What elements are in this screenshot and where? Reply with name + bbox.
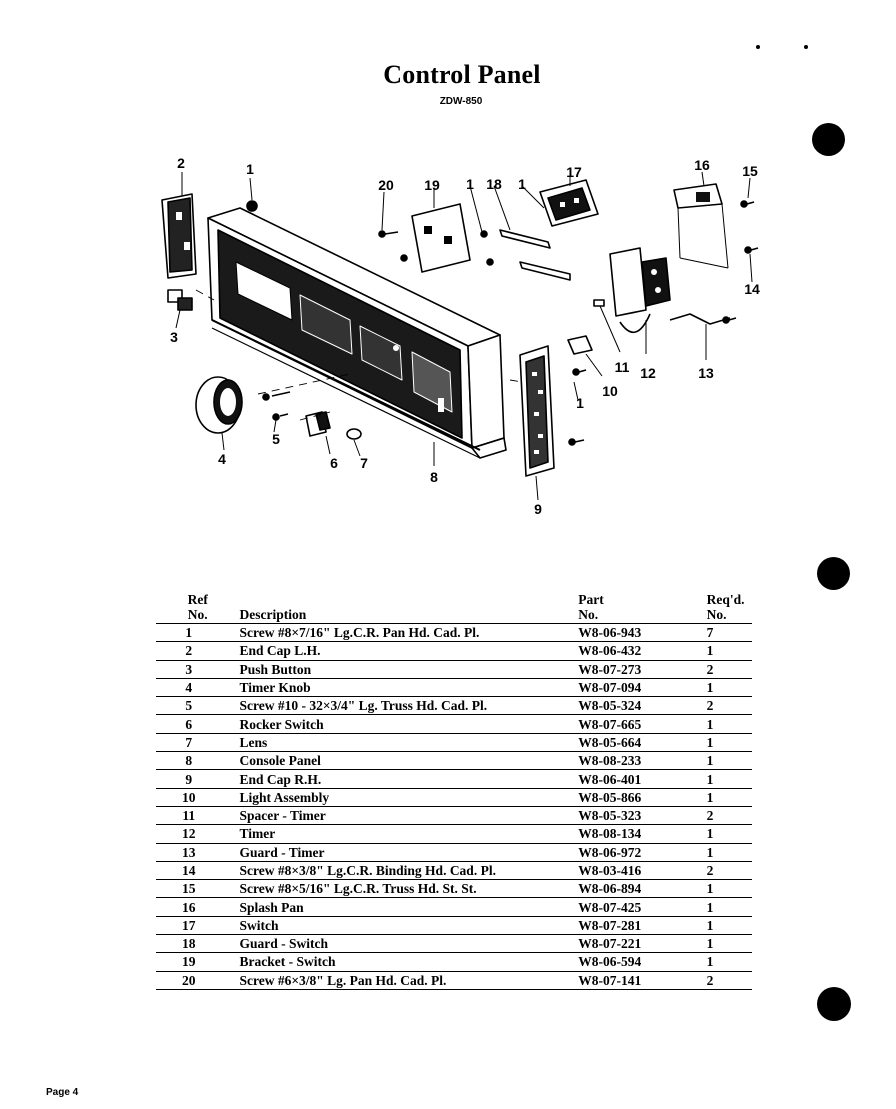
- table-row: [156, 715, 752, 733]
- header-qty: [707, 592, 752, 624]
- description-cell: Splash Pan: [239, 898, 578, 916]
- table-row: [156, 678, 752, 696]
- table-row: [156, 825, 752, 843]
- callout-1b: 1: [576, 395, 584, 411]
- header-part: [578, 592, 706, 624]
- table-row: [156, 660, 752, 678]
- callout-4: 4: [218, 451, 226, 467]
- quantity-cell: 1: [707, 678, 752, 696]
- callout-8: 8: [430, 469, 438, 485]
- ref-cell: 16: [156, 898, 239, 916]
- quantity-cell: 1: [707, 935, 752, 953]
- callout-13: 13: [698, 365, 714, 381]
- quantity-cell: 1: [707, 898, 752, 916]
- quantity-cell: 1: [707, 642, 752, 660]
- ref-cell: 20: [156, 971, 239, 989]
- ref-cell: 10: [156, 788, 239, 806]
- speck-dot: [756, 45, 760, 49]
- part-number-cell: W8-03-416: [578, 861, 706, 879]
- callout-3: 3: [170, 329, 178, 345]
- callout-6: 6: [330, 455, 338, 471]
- ref-cell: 19: [156, 953, 239, 971]
- callout-1c: 1: [518, 176, 526, 192]
- description-cell: Screw #10 - 32×3/4" Lg. Truss Hd. Cad. Pl.: [239, 697, 578, 715]
- speck-dot: [804, 45, 808, 49]
- punch-hole-bottom: [817, 987, 851, 1021]
- part-number-cell: W8-06-894: [578, 880, 706, 898]
- part-number-cell: W8-05-324: [578, 697, 706, 715]
- quantity-cell: 1: [707, 788, 752, 806]
- callout-9: 9: [534, 501, 542, 517]
- quantity-cell: 1: [707, 843, 752, 861]
- switch-bracket-drawing: [401, 204, 470, 272]
- timer-drawing: [610, 248, 670, 332]
- callout-16: 16: [694, 157, 710, 173]
- push-button-drawing: [168, 290, 192, 310]
- description-cell: Screw #8×5/16" Lg.C.R. Truss Hd. St. St.: [239, 880, 578, 898]
- table-row: [156, 788, 752, 806]
- quantity-cell: 1: [707, 770, 752, 788]
- quantity-cell: 1: [707, 715, 752, 733]
- screw-5-drawing: [263, 392, 290, 420]
- table-row: [156, 898, 752, 916]
- description-cell: Lens: [239, 733, 578, 751]
- parts-list-table: [156, 592, 752, 990]
- switch-guard-drawing: [481, 230, 570, 280]
- table-row: [156, 953, 752, 971]
- ref-cell: 2: [156, 642, 239, 660]
- part-number-cell: W8-06-943: [578, 624, 706, 642]
- exploded-parts-diagram: [150, 150, 770, 525]
- description-cell: Light Assembly: [239, 788, 578, 806]
- timer-knob-drawing: [196, 377, 242, 433]
- callout-7: 7: [360, 455, 368, 471]
- part-number-cell: W8-07-141: [578, 971, 706, 989]
- callout-12: 12: [640, 365, 656, 381]
- part-number-cell: W8-06-401: [578, 770, 706, 788]
- table-row: [156, 880, 752, 898]
- header-desc-label: Description: [239, 607, 307, 622]
- callout-2: 2: [177, 155, 185, 171]
- callout-15: 15: [742, 163, 758, 179]
- quantity-cell: 1: [707, 916, 752, 934]
- quantity-cell: 1: [707, 733, 752, 751]
- ref-cell: 6: [156, 715, 239, 733]
- callout-1d: 1: [466, 176, 474, 192]
- page-title: Control Panel: [383, 60, 541, 89]
- part-number-cell: W8-08-233: [578, 752, 706, 770]
- description-cell: Guard - Timer: [239, 843, 578, 861]
- table-row: [156, 642, 752, 660]
- header-part-line2: No.: [578, 607, 599, 622]
- end-cap-rh-drawing: [520, 346, 554, 476]
- quantity-cell: 1: [707, 752, 752, 770]
- quantity-cell: 2: [707, 806, 752, 824]
- description-cell: Screw #8×3/8" Lg.C.R. Binding Hd. Cad. Pl.: [239, 861, 578, 879]
- part-number-cell: W8-05-323: [578, 806, 706, 824]
- part-number-cell: W8-06-432: [578, 642, 706, 660]
- table-row: [156, 971, 752, 989]
- description-cell: Console Panel: [239, 752, 578, 770]
- ref-cell: 18: [156, 935, 239, 953]
- parts-list-body: [156, 624, 752, 990]
- lens-drawing: [347, 429, 361, 439]
- ref-cell: 9: [156, 770, 239, 788]
- table-header-row: [156, 592, 752, 624]
- callout-17: 17: [566, 164, 582, 180]
- table-row: [156, 916, 752, 934]
- header-qty-line2: No.: [706, 607, 727, 622]
- description-cell: Rocker Switch: [239, 715, 578, 733]
- table-row: [156, 697, 752, 715]
- quantity-cell: 2: [707, 660, 752, 678]
- table-row: [156, 752, 752, 770]
- light-assembly-drawing: [568, 336, 592, 354]
- quantity-cell: 7: [707, 624, 752, 642]
- punch-hole-middle: [817, 557, 850, 590]
- table-row: [156, 861, 752, 879]
- part-number-cell: W8-05-664: [578, 733, 706, 751]
- part-number-cell: W8-07-665: [578, 715, 706, 733]
- ref-cell: 4: [156, 678, 239, 696]
- timer-spacer-drawing: [594, 300, 604, 306]
- part-number-cell: W8-07-273: [578, 660, 706, 678]
- model-number: ZDW-850: [439, 96, 483, 107]
- callout-14: 14: [744, 281, 760, 297]
- part-number-cell: W8-06-594: [578, 953, 706, 971]
- splash-pan-drawing: [674, 184, 728, 268]
- callout-20: 20: [378, 177, 394, 193]
- ref-cell: 17: [156, 916, 239, 934]
- table-row: [156, 843, 752, 861]
- header-ref-line2: No.: [187, 607, 208, 622]
- part-number-cell: W8-07-094: [578, 678, 706, 696]
- table-row: [156, 770, 752, 788]
- description-cell: Switch: [239, 916, 578, 934]
- callout-10: 10: [602, 383, 618, 399]
- switch-drawing: [540, 180, 598, 226]
- ref-cell: 1: [156, 624, 239, 642]
- quantity-cell: 1: [707, 825, 752, 843]
- description-cell: Spacer - Timer: [239, 806, 578, 824]
- table-row: [156, 806, 752, 824]
- part-number-cell: W8-06-972: [578, 843, 706, 861]
- callout-18: 18: [486, 176, 502, 192]
- description-cell: Screw #6×3/8" Lg. Pan Hd. Cad. Pl.: [239, 971, 578, 989]
- callout-1a: 1: [246, 161, 254, 177]
- ref-cell: 7: [156, 733, 239, 751]
- part-number-cell: W8-08-134: [578, 825, 706, 843]
- description-cell: Timer Knob: [239, 678, 578, 696]
- ref-cell: 14: [156, 861, 239, 879]
- header-ref: [156, 592, 239, 624]
- ref-cell: 5: [156, 697, 239, 715]
- part-number-cell: W8-07-221: [578, 935, 706, 953]
- table-row: [156, 624, 752, 642]
- description-cell: Timer: [239, 825, 578, 843]
- header-qty-line1: Req'd.: [706, 592, 745, 607]
- part-number-cell: W8-07-281: [578, 916, 706, 934]
- header-ref-line1: Ref: [187, 592, 208, 607]
- description-cell: Bracket - Switch: [239, 953, 578, 971]
- ref-cell: 12: [156, 825, 239, 843]
- ref-cell: 15: [156, 880, 239, 898]
- description-cell: Guard - Switch: [239, 935, 578, 953]
- description-cell: Screw #8×7/16" Lg.C.R. Pan Hd. Cad. Pl.: [239, 624, 578, 642]
- timer-guard-drawing: [670, 314, 730, 324]
- callout-5: 5: [272, 431, 280, 447]
- description-cell: End Cap L.H.: [239, 642, 578, 660]
- punch-hole-top: [812, 123, 845, 156]
- part-number-cell: W8-05-866: [578, 788, 706, 806]
- ref-cell: 8: [156, 752, 239, 770]
- callout-19: 19: [424, 177, 440, 193]
- ref-cell: 11: [156, 806, 239, 824]
- quantity-cell: 2: [707, 971, 752, 989]
- table-row: [156, 733, 752, 751]
- description-cell: End Cap R.H.: [239, 770, 578, 788]
- header-part-line1: Part: [578, 592, 604, 607]
- quantity-cell: 2: [707, 861, 752, 879]
- callout-11: 11: [614, 359, 630, 375]
- page-number: Page 4: [46, 1087, 79, 1098]
- table-row: [156, 935, 752, 953]
- ref-cell: 13: [156, 843, 239, 861]
- quantity-cell: 2: [707, 697, 752, 715]
- header-description: [239, 592, 578, 624]
- end-cap-lh-drawing: [162, 194, 196, 278]
- description-cell: Push Button: [239, 660, 578, 678]
- quantity-cell: 1: [707, 953, 752, 971]
- quantity-cell: 1: [707, 880, 752, 898]
- part-number-cell: W8-07-425: [578, 898, 706, 916]
- ref-cell: 3: [156, 660, 239, 678]
